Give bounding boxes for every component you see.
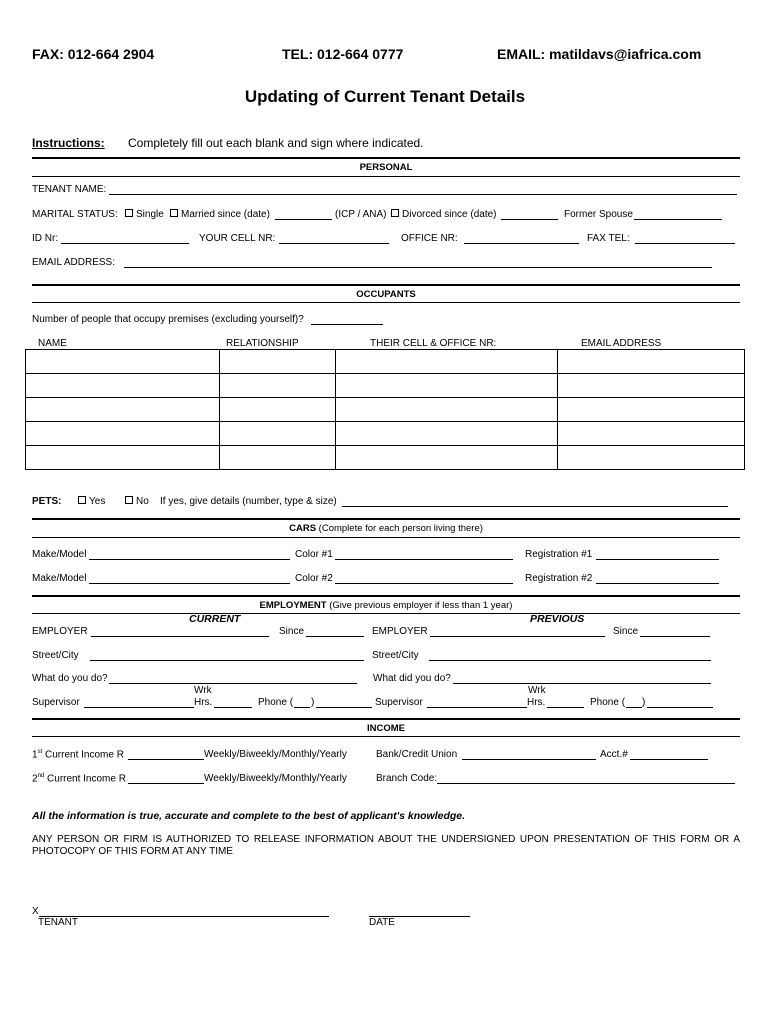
former-spouse-field[interactable] (634, 219, 722, 220)
table-row (26, 374, 745, 398)
current-since-field[interactable] (306, 636, 364, 637)
current-what-do-label: What do you do? (32, 673, 108, 684)
section-divider (32, 613, 740, 614)
table-cell[interactable] (335, 374, 558, 398)
previous-since-label: Since (613, 626, 639, 637)
current-what-do-field[interactable] (109, 683, 357, 684)
current-phone-code-field[interactable] (294, 707, 310, 708)
table-row (26, 398, 745, 422)
column-header-name: NAME (38, 338, 67, 349)
current-employer-field[interactable] (91, 636, 269, 637)
single-option[interactable]: Single (125, 209, 164, 220)
make-model-label: Make/Model (32, 573, 87, 584)
column-header-relationship: RELATIONSHIP (226, 338, 299, 349)
current-phone-label: Phone ( (258, 697, 294, 708)
previous-phone-code-field[interactable] (626, 707, 642, 708)
section-divider (32, 736, 740, 737)
occupants-table (25, 349, 745, 470)
pets-details-label: If yes, give details (number, type & size) (160, 496, 337, 507)
table-cell[interactable] (335, 398, 558, 422)
current-supervisor-field[interactable] (84, 707, 194, 708)
instructions-label: Instructions: (32, 136, 105, 150)
acct-field[interactable] (630, 759, 708, 760)
divorced-option[interactable]: Divorced since (date) (391, 209, 496, 220)
section-divider (32, 595, 740, 597)
current-supervisor-label: Supervisor (32, 697, 80, 708)
table-cell[interactable] (558, 350, 745, 374)
current-street-city-field[interactable] (90, 660, 364, 661)
table-cell[interactable] (26, 374, 220, 398)
table-cell[interactable] (219, 374, 335, 398)
divorced-date-field[interactable] (501, 219, 558, 220)
pets-yes-option[interactable]: Yes (78, 496, 105, 507)
table-cell[interactable] (335, 446, 558, 470)
previous-supervisor-field[interactable] (427, 707, 527, 708)
previous-wrk-label: Wrk (528, 685, 546, 696)
pets-no-option[interactable]: No (125, 496, 149, 507)
income-1-frequency: Weekly/Biweekly/Monthly/Yearly (204, 749, 347, 760)
married-option[interactable]: Married since (date) (170, 209, 270, 220)
current-since-label: Since (279, 626, 305, 637)
income-2-frequency: Weekly/Biweekly/Monthly/Yearly (204, 773, 347, 784)
pets-details-field[interactable] (342, 506, 728, 507)
office-nr-label: OFFICE NR: (401, 233, 458, 244)
table-cell[interactable] (219, 446, 335, 470)
color1-label: Color #1 (295, 549, 333, 560)
tenant-name-field[interactable] (109, 194, 737, 195)
section-divider (32, 176, 740, 177)
section-heading-income: INCOME (367, 723, 405, 734)
fax-tel-field[interactable] (635, 243, 735, 244)
table-cell[interactable] (26, 350, 220, 374)
bank-label: Bank/Credit Union (376, 749, 458, 760)
tenant-signature-label: TENANT (38, 917, 78, 928)
checkbox-icon[interactable] (78, 496, 86, 504)
married-date-field[interactable] (275, 219, 332, 220)
current-employment-heading: CURRENT (189, 613, 241, 625)
previous-what-did-label: What did you do? (373, 673, 451, 684)
current-phone-field[interactable] (316, 707, 372, 708)
checkbox-icon[interactable] (391, 209, 399, 217)
office-nr-field[interactable] (464, 243, 579, 244)
fax-tel-label: FAX TEL: (587, 233, 630, 244)
section-divider (32, 537, 740, 538)
table-row (26, 446, 745, 470)
previous-supervisor-label: Supervisor (375, 697, 423, 708)
previous-phone-field[interactable] (647, 707, 713, 708)
form-title: Updating of Current Tenant Details (244, 87, 526, 106)
income-1-field[interactable] (128, 759, 204, 760)
section-divider (32, 718, 740, 720)
bank-field[interactable] (462, 759, 596, 760)
occupant-count-question: Number of people that occupy premises (excluding yourself)? (32, 314, 304, 325)
fax-number: FAX: 012-664 2904 (32, 46, 155, 62)
previous-employer-field[interactable] (430, 636, 605, 637)
section-divider (32, 302, 740, 303)
section-heading-employment: EMPLOYMENT (Give previous employer if less than 1 year) (259, 600, 513, 611)
current-phone-bracket: ) (311, 697, 315, 708)
previous-employment-heading: PREVIOUS (530, 613, 585, 625)
table-cell[interactable] (558, 398, 745, 422)
id-nr-label: ID Nr: (32, 233, 59, 244)
former-spouse-label: Former Spouse (564, 209, 633, 220)
table-cell[interactable] (219, 398, 335, 422)
previous-phone-label: Phone ( (590, 697, 626, 708)
previous-what-did-field[interactable] (453, 683, 711, 684)
table-cell[interactable] (558, 446, 745, 470)
color1-field[interactable] (335, 559, 513, 560)
icp-ana-label: (ICP / ANA) (335, 209, 387, 220)
tel-number: TEL: 012-664 0777 (282, 46, 404, 62)
table-cell[interactable] (219, 350, 335, 374)
cell-nr-label: YOUR CELL NR: (199, 233, 276, 244)
signature-x-mark: X (32, 906, 39, 917)
previous-hrs-label: Hrs. (527, 697, 546, 708)
registration1-field[interactable] (596, 559, 719, 560)
table-row (26, 422, 745, 446)
previous-since-field[interactable] (640, 636, 710, 637)
table-cell[interactable] (26, 446, 220, 470)
checkbox-icon[interactable] (125, 209, 133, 217)
current-wrk-label: Wrk (194, 685, 212, 696)
income-2-field[interactable] (128, 783, 204, 784)
make-model-label: Make/Model (32, 549, 87, 560)
table-cell[interactable] (335, 422, 558, 446)
table-cell[interactable] (219, 422, 335, 446)
checkbox-icon[interactable] (125, 496, 133, 504)
tenant-name-label: TENANT NAME: (32, 184, 107, 195)
registration1-label: Registration #1 (525, 549, 593, 560)
previous-phone-bracket: ) (642, 697, 646, 708)
current-hrs-label: Hrs. (194, 697, 213, 708)
income-2-label: 2nd Current Income R (32, 773, 126, 785)
section-heading-personal: PERSONAL (359, 162, 413, 173)
pets-label: PETS: (32, 496, 62, 507)
table-cell[interactable] (26, 422, 220, 446)
table-row (26, 350, 745, 374)
declaration-statement: All the information is true, accurate and complete to the best of applicant's knowledge. (32, 810, 466, 822)
table-cell[interactable] (558, 422, 745, 446)
color2-field[interactable] (335, 583, 513, 584)
branch-code-label: Branch Code: (376, 773, 438, 784)
current-street-city-label: Street/City (32, 650, 79, 661)
authorization-text: ANY PERSON OR FIRM IS AUTHORIZED TO RELEASE INFORMATION ABOUT THE UNDERSIGNED UPON PRESENTATION OF THIS FORM OR A PHOTOCOPY OF THIS FORM AT ANY TIME (32, 834, 740, 857)
cell-nr-field[interactable] (279, 243, 389, 244)
previous-hrs-field[interactable] (547, 707, 584, 708)
signature-date-label: DATE (369, 917, 395, 928)
section-divider (32, 284, 740, 286)
column-header-cell-office: THEIR CELL & OFFICE NR: (370, 338, 497, 349)
marital-status-label: MARITAL STATUS: (32, 209, 118, 220)
id-nr-field[interactable] (61, 243, 189, 244)
section-divider (32, 157, 740, 159)
occupant-count-field[interactable] (311, 324, 383, 325)
current-employer-label: EMPLOYER (32, 626, 88, 637)
registration2-label: Registration #2 (525, 573, 593, 584)
section-heading-cars: CARS (Complete for each person living there) (289, 523, 483, 534)
section-heading-occupants: OCCUPANTS (356, 289, 416, 300)
column-header-email: EMAIL ADDRESS (581, 338, 662, 349)
current-hrs-field[interactable] (214, 707, 252, 708)
previous-street-city-label: Street/City (372, 650, 419, 661)
email-contact: EMAIL: matildavs@iafrica.com (497, 46, 702, 62)
make-model-field-1[interactable] (89, 559, 290, 560)
tenant-signature-field[interactable] (39, 916, 329, 917)
registration2-field[interactable] (596, 583, 719, 584)
email-label: EMAIL ADDRESS: (32, 257, 115, 268)
instructions-text: Completely fill out each blank and sign where indicated. (128, 136, 424, 150)
previous-employer-label: EMPLOYER (372, 626, 428, 637)
income-1-label: 1st Current Income R (32, 749, 124, 761)
table-cell[interactable] (335, 350, 558, 374)
section-divider (32, 518, 740, 520)
previous-street-city-field[interactable] (429, 660, 711, 661)
acct-label: Acct.# (600, 749, 628, 760)
make-model-field-2[interactable] (89, 583, 290, 584)
color2-label: Color #2 (295, 573, 333, 584)
email-field[interactable] (124, 267, 712, 268)
branch-code-field[interactable] (437, 783, 735, 784)
table-cell[interactable] (558, 374, 745, 398)
table-cell[interactable] (26, 398, 220, 422)
checkbox-icon[interactable] (170, 209, 178, 217)
